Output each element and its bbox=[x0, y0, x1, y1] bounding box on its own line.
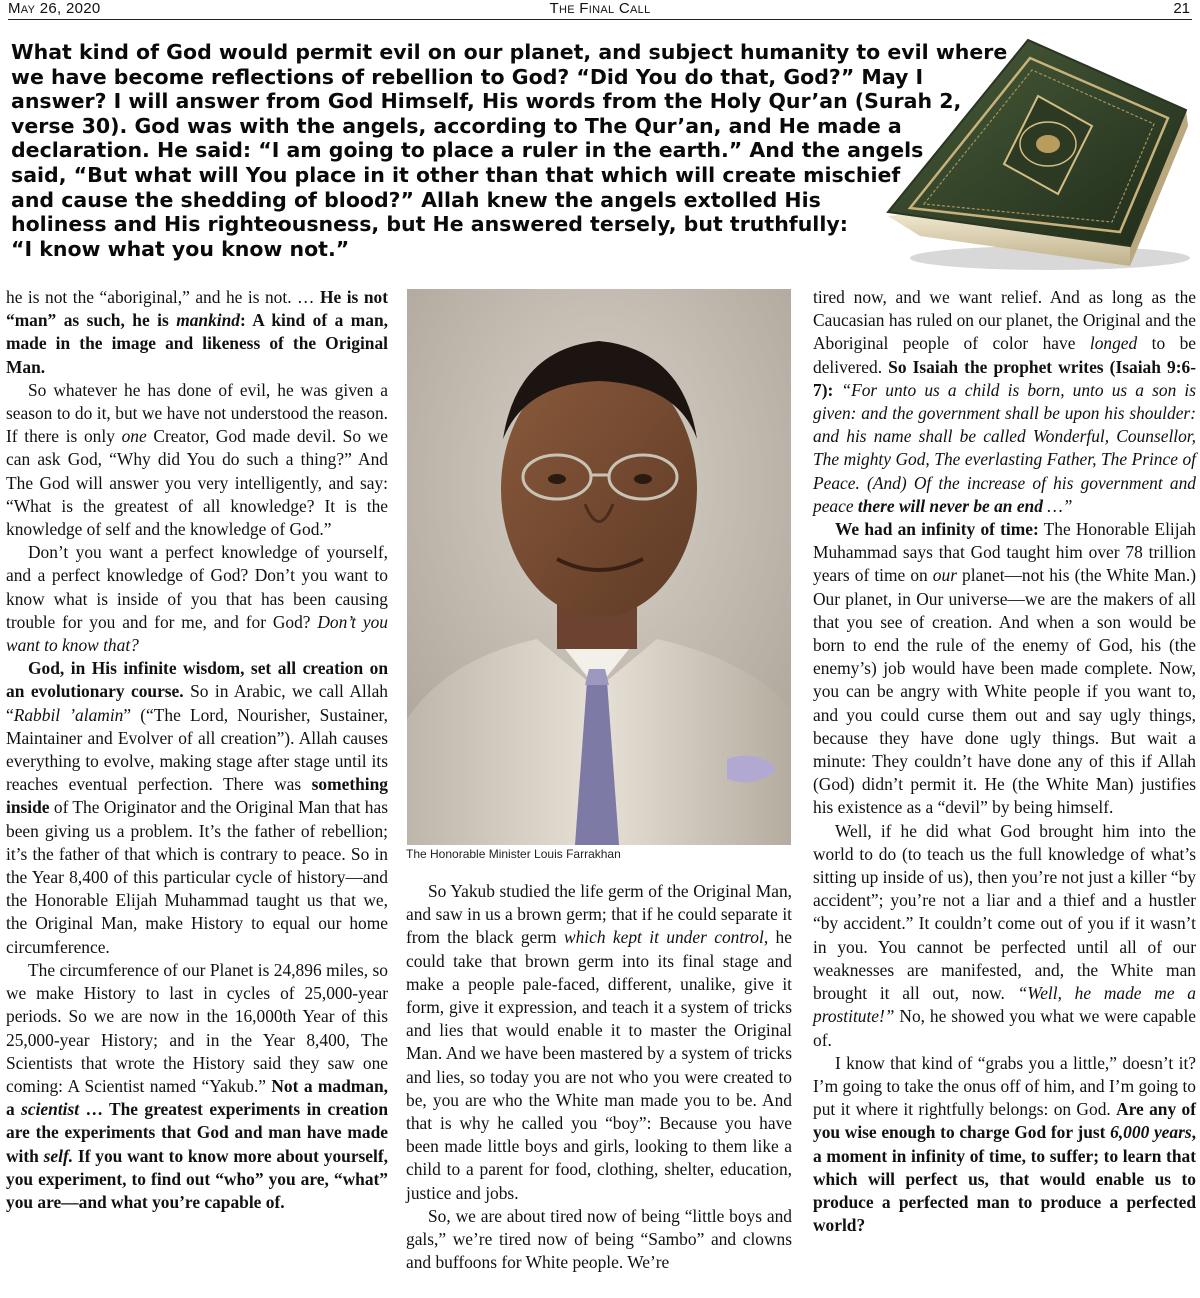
pull-quote-line: we have become reflections of rebellion to God? “Did You do that, God?” May I bbox=[11, 64, 924, 89]
article-column-1 bbox=[6, 286, 388, 1214]
text-run: Don’t you want to know that? bbox=[6, 611, 388, 656]
paragraph bbox=[6, 541, 388, 657]
paragraph bbox=[813, 286, 1196, 518]
text-run: to be delivered. bbox=[813, 333, 1196, 377]
pull-quote-line: declaration. He said: “I am going to place a ruler in the earth.” And the angels bbox=[11, 138, 924, 163]
pull-quote-line: “I know what you know not.” bbox=[11, 236, 350, 261]
text-run: self. bbox=[43, 1145, 74, 1166]
text-run: So Isaiah the prophet writes (Isaiah 9:6-7): bbox=[813, 356, 1196, 400]
text-run: Rabbil ’alamin bbox=[13, 704, 124, 725]
issue-date: May 26, 2020 bbox=[8, 0, 101, 17]
paragraph bbox=[6, 379, 388, 541]
page-number: 21 bbox=[1173, 0, 1190, 17]
text-run: We had an infinity of time: bbox=[835, 519, 1039, 540]
text-run: So, we are about tired now of being “little boys and gals,” we’re tired now of being “Sambo” and clowns and buffoons for White people. We’re bbox=[406, 1205, 792, 1273]
text-run: there will never be an end bbox=[857, 495, 1043, 516]
text-run: which kept it under control bbox=[563, 927, 764, 948]
text-run: … The greatest experiments in creation are the experiments that God and man have made with bbox=[6, 1099, 388, 1166]
text-run: “For unto us a child is born, unto us a son is given: and the government shall be upon his shoulder: and his name shall be called Wonderful, Counsellor, The mighty God, The everlasting Father, The Prince of Peace. (And) Of the increase of his government and peace bbox=[813, 379, 1196, 516]
text-run: something inside bbox=[6, 774, 388, 818]
farrakhan-portrait-photo bbox=[407, 289, 791, 845]
paragraph bbox=[6, 959, 388, 1214]
text-run: I know that kind of “grabs you a little,” doesn’t it? I’m going to take the onus off of him, and I’m going to put it where it rightfully belongs: on God. bbox=[813, 1052, 1196, 1120]
text-run: Don’t you want a perfect knowledge of yourself, and a perfect knowledge of God? Don’t you want to know what is inside of you that has been causing trouble for you and for me, and for God? bbox=[6, 542, 388, 632]
paragraph bbox=[406, 880, 792, 1205]
text-run: No, he showed you what we were capable of. bbox=[813, 1006, 1196, 1050]
text-run: planet—not his (the White Man.) Our planet, in Our universe—we are the makers of all that you see of creation. And when a son would be born to end the rule of the enemy of God, his (the enemy’s) job would have been made complete. Now, you can be angry with White people if you want to, and you could curse them out and say ugly things, because they have done ugly things. But wait a minute: They couldn’t have done any of this if Allah (God) didn’t permit it. He (the White Man) justifies his existence as a “devil” by being himself. bbox=[813, 565, 1196, 818]
text-run: longed bbox=[1089, 333, 1138, 354]
text-run: , he could take that brown germ into its final stage and make a people pale-faced, different, unalike, give it form, give it expression, and teach it a system of tricks and lies that would enable it to master the Original Man. And we have been mastered by a system of tricks and lies, so today you are not who you were created to be, you are who the White man made you to be. And that is why he called you “boy”: Because you have been made little boys and girls, looking to them like a child to a parent for food, clothing, shelter, education, justice and jobs. bbox=[406, 927, 792, 1203]
paragraph bbox=[406, 1205, 792, 1275]
text-run: our bbox=[932, 565, 957, 586]
text-run: So in Arabic, we call Allah “ bbox=[6, 681, 388, 725]
paragraph bbox=[813, 820, 1196, 1052]
text-run: tired now, and we want relief. And as long as the Caucasian has ruled on our planet, the Original and the Aboriginal people of color have bbox=[813, 287, 1196, 354]
page-header bbox=[8, 0, 1192, 20]
pull-quote-line: said, “But what will You place in it other than that which will create mischief bbox=[11, 162, 901, 187]
text-run: The Honorable Elijah Muhammad says that God taught him over 78 trillion years of time on bbox=[813, 519, 1196, 586]
text-run: “Well, he made me a prostitute!” bbox=[813, 983, 1196, 1027]
text-run: , a moment in infinity of time, to suffer; to learn that which will perfect us, that would enable us to produce a perfected man to produce a perfected world? bbox=[813, 1122, 1196, 1236]
paragraph bbox=[813, 518, 1196, 820]
text-run: If you want to know more about yourself, you experiment, to find out “who” you are, “what” you are—and what you’re capable of. bbox=[6, 1145, 388, 1212]
paragraph bbox=[813, 1052, 1196, 1238]
photo-caption: The Honorable Minister Louis Farrakhan bbox=[406, 847, 621, 861]
text-run: Not a madman, a bbox=[6, 1075, 388, 1120]
text-run: Creator, God made devil. So we can ask God, “Why did You do such a thing?” And The God will answer you very intelligently, and say: “What is the greatest of all knowledge? It is the knowledge of self and the knowledge of God.” bbox=[6, 426, 388, 540]
text-run: of The Originator and the Original Man that has been giving us a problem. It’s the father of rebellion; it’s the father of that which is contrary to peace. So in the Year 8,400 of this particular cycle of history—and the Honorable Elijah Muhammad taught us that we, the Original Man, make History to equal our home circumference. bbox=[6, 797, 388, 957]
text-run: one bbox=[121, 426, 147, 447]
text-run: Are any of you wise enough to charge God for just bbox=[813, 1099, 1196, 1143]
text-run: …” bbox=[1042, 495, 1073, 516]
text-run: : A kind of a man, made in the image and likeness of the Original Man. bbox=[6, 310, 388, 377]
pull-quote-line: holiness and His righteousness, but He answered tersely, but truthfully: bbox=[11, 212, 848, 237]
pull-quote-line: verse 30). God was with the angels, according to The Qur’an, and He made a bbox=[11, 113, 902, 138]
publication-name: The Final Call bbox=[549, 0, 651, 17]
paragraph bbox=[6, 657, 388, 959]
article-column-3 bbox=[813, 286, 1196, 1237]
pull-quote-line: answer? I will answer from God Himself, His words from the Holy Qur’an (Surah 2, bbox=[11, 89, 962, 114]
text-run: ” (“The Lord, Nourisher, Sustainer, Maintainer and Evolver of all creation”). Allah causes everything to evolve, making stage after stage until its reaches eventual perfection. There was bbox=[6, 704, 388, 795]
article-column-2 bbox=[406, 880, 792, 1274]
pull-quote bbox=[11, 40, 1011, 261]
paragraph bbox=[6, 286, 388, 379]
pull-quote-line: What kind of God would permit evil on our planet, and subject humanity to evil where bbox=[11, 40, 1008, 64]
text-run: So Yakub studied the life germ of the Original Man, and saw in us a brown germ; that if he could separate it from the black germ bbox=[406, 881, 792, 948]
text-run: Well, if he did what God brought him into the world to do (to teach us the full knowledge of what’s sitting up inside of us), then you’re not just a killer “by accident”; you’re not a liar and a thief and a hustler “by accident.” It couldn’t come out of you if it wasn’t in you. You cannot be perfected until all of our weaknesses are manifested, and, the White man brought it all out, now. bbox=[813, 820, 1196, 1004]
text-run: The circumference of our Planet is 24,896 miles, so we make History to last in cycles of 25,000-year periods. So we are now in the 16,000th Year of this 25,000-year History; and in the Year 8,400, The Scientists that wrote the History said they saw one coming: A Scientist named “Yakub.” bbox=[6, 959, 388, 1096]
text-run: 6,000 years bbox=[1110, 1122, 1192, 1143]
text-run: God, in His infinite wisdom, set all creation on an evolutionary course. bbox=[6, 658, 388, 702]
text-run: mankind bbox=[176, 310, 240, 331]
pull-quote-line: and cause the shedding of blood?” Allah knew the angels extolled His bbox=[11, 187, 821, 212]
text-run: He is not “man” as such, he is bbox=[6, 287, 388, 331]
quran-book-image bbox=[880, 26, 1198, 276]
text-run: he is not the “aboriginal,” and he is not. … bbox=[6, 287, 320, 307]
text-run: So whatever he has done of evil, he was given a season to do it, but we have not understood the reason. If there is only bbox=[6, 379, 388, 447]
text-run: scientist bbox=[21, 1099, 80, 1120]
